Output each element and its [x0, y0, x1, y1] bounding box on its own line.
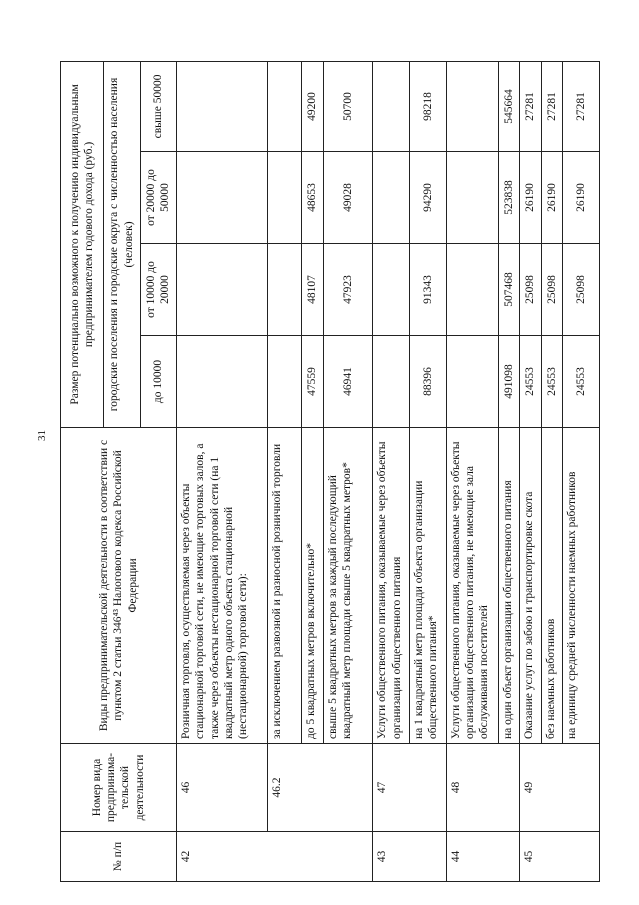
value-cell: 24553: [563, 336, 600, 428]
rotated-table-container: [60, 62, 600, 882]
header-income: Размер потенциально возможного к получению индивидуальным предпринимателем годового дохода (руб.): [61, 61, 104, 427]
value-cell: 88396: [409, 336, 446, 428]
activity-desc: за исключением развозной и разносной розничной торговли: [267, 428, 302, 744]
activity-desc: до 5 квадратных метров включительно*: [302, 428, 324, 744]
value-cell: 49028: [323, 152, 373, 244]
header-to-10000: до 10000: [140, 336, 176, 428]
value-cell: 46941: [323, 336, 373, 428]
activity-code: 48: [446, 744, 519, 832]
activity-desc: на единицу средней численности наемных работников: [563, 428, 600, 744]
activity-desc: Оказание услуг по забою и транспортировке скота: [520, 428, 542, 744]
activity-code: 47: [373, 744, 446, 832]
value-cell: 98218: [409, 61, 446, 151]
header-desc: Виды предпринимательской деятельности в соответствии с пунктом 2 статьи 346⁴³ Налогового кодекса Российской Федерации: [61, 428, 177, 744]
value-cell: 27281: [563, 61, 600, 151]
value-cell: [267, 336, 302, 428]
row-number: 42: [176, 832, 372, 882]
header-20000-50000: от 20000 до 50000: [140, 152, 176, 244]
activity-desc: на один объект организации общественного питания: [498, 428, 520, 744]
value-cell: 47923: [323, 244, 373, 336]
value-cell: [267, 244, 302, 336]
table-row: [176, 61, 267, 881]
activity-desc: свыше 5 квадратных метров за каждый последующий квадратный метр площади свыше 5 квадратных метров*: [323, 428, 373, 744]
table-row: [373, 61, 410, 881]
table-row: [520, 61, 542, 881]
value-cell: 26190: [541, 152, 563, 244]
income-table: [60, 61, 600, 882]
activity-desc: Услуги общественного питания, оказываемые через объекты организации общественного питания: [373, 428, 410, 744]
value-cell: 48107: [302, 244, 324, 336]
value-cell: 91343: [409, 244, 446, 336]
value-cell: [267, 152, 302, 244]
value-cell: 94290: [409, 152, 446, 244]
value-cell: 25098: [541, 244, 563, 336]
row-number: 43: [373, 832, 446, 882]
value-cell: 25098: [563, 244, 600, 336]
activity-desc: без наемных работников: [541, 428, 563, 744]
value-cell: [373, 152, 410, 244]
value-cell: [446, 244, 498, 336]
activity-code: 49: [520, 744, 600, 832]
value-cell: 545664: [498, 61, 520, 151]
value-cell: 24553: [541, 336, 563, 428]
activity-desc: на 1 квадратный метр площади объекта организации общественного питания*: [409, 428, 446, 744]
value-cell: [373, 61, 410, 151]
header-10000-20000: от 10000 до 20000: [140, 244, 176, 336]
activity-desc: Розничная торговля, осуществляемая через объекты стационарной торговой сети, не имеющие торговых залов, а также через объекты нестационарной торговой сети (на 1 квадратный метр одного объекта стационарной (нестационарной) торговой сети):: [176, 428, 267, 744]
value-cell: [373, 336, 410, 428]
value-cell: 26190: [563, 152, 600, 244]
value-cell: 26190: [520, 152, 542, 244]
value-cell: 47559: [302, 336, 324, 428]
value-cell: 25098: [520, 244, 542, 336]
header-settlements: городские поселения и городские округа с численностью населения (человек): [104, 61, 140, 427]
value-cell: 27281: [541, 61, 563, 151]
value-cell: 27281: [520, 61, 542, 151]
value-cell: 507468: [498, 244, 520, 336]
value-cell: 50700: [323, 61, 373, 151]
value-cell: [446, 152, 498, 244]
table-row: [267, 61, 302, 881]
header-over-50000: свыше 50000: [140, 61, 176, 151]
value-cell: [446, 61, 498, 151]
value-cell: 491098: [498, 336, 520, 428]
row-number: 44: [446, 832, 519, 882]
activity-desc: Услуги общественного питания, оказываемые через объекты организации общественного питания, не имеющие зала обслуживания посетителей: [446, 428, 498, 744]
header-code: Номер вида предпринима-тельской деятельности: [61, 744, 177, 832]
page-number: 31: [36, 430, 48, 441]
value-cell: [267, 61, 302, 151]
value-cell: [446, 336, 498, 428]
value-cell: [176, 336, 267, 428]
value-cell: 24553: [520, 336, 542, 428]
value-cell: [176, 244, 267, 336]
table-row: [446, 61, 498, 881]
header-no: № п/п: [61, 832, 177, 882]
value-cell: [176, 152, 267, 244]
value-cell: 523838: [498, 152, 520, 244]
value-cell: 49200: [302, 61, 324, 151]
value-cell: [176, 61, 267, 151]
value-cell: 48653: [302, 152, 324, 244]
row-number: 45: [520, 832, 600, 882]
activity-code: 46: [176, 744, 267, 832]
activity-subcode: 46.2: [267, 744, 373, 832]
value-cell: [373, 244, 410, 336]
